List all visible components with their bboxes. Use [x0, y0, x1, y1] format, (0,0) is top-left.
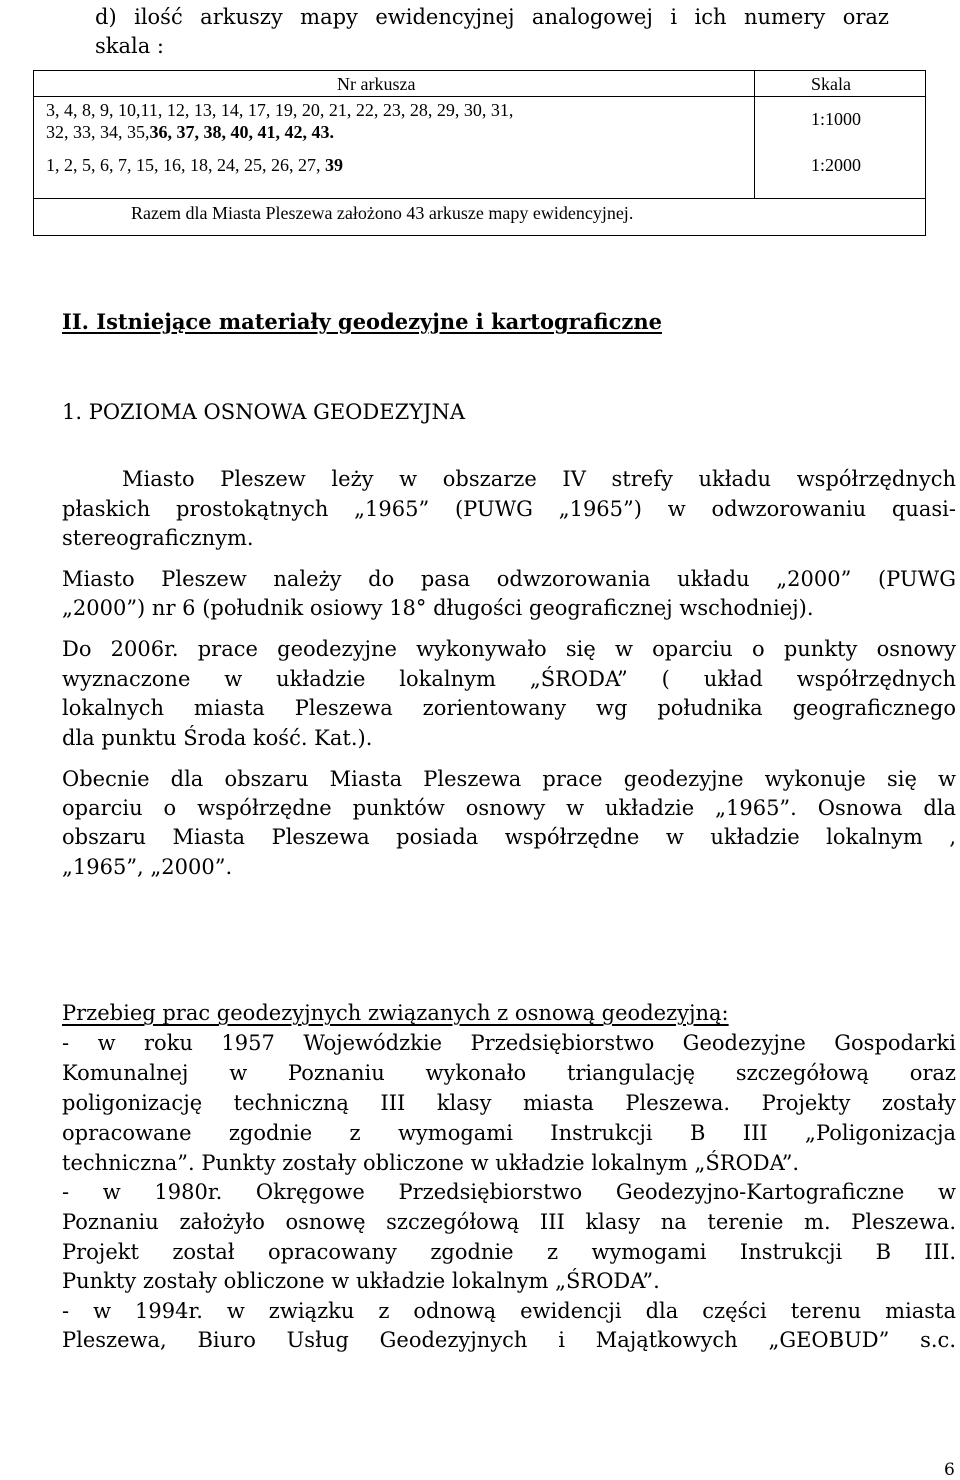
history-line-7: Poznaniu założyło osnowę szczegółową III klasy na terenie m. Pleszewa. — [62, 1210, 956, 1234]
row2-sheets: 1, 2, 5, 6, 7, 15, 16, 18, 24, 25, 26, 27, 39 — [46, 155, 343, 175]
sheet-table — [33, 70, 926, 236]
intro-line-1: d) ilość arkuszy mapy ewidencyjnej analogowej i ich numery oraz — [95, 5, 889, 29]
history-line-3: poligonizację techniczną III klasy miasta Pleszewa. Projekty zostały — [62, 1091, 956, 1115]
table-footer: Razem dla Miasta Pleszewa założono 43 arkusze mapy ewidencyjnej. — [131, 203, 634, 223]
section-heading-ii: II. Istniejące materiały geodezyjne i kartograficzne — [62, 309, 662, 334]
history-heading: Przebieg prac geodezyjnych związanych z osnową geodezyjną: — [62, 1001, 729, 1025]
row2-scale: 1:2000 — [811, 155, 862, 175]
para3-line2: wyznaczone w układzie lokalnym „ŚRODA” ( układ współrzędnych — [62, 667, 956, 691]
header-skala: Skala — [811, 74, 851, 94]
history-line-6: - w 1980r. Okręgowe Przedsiębiorstwo Geodezyjno-Kartograficzne w — [62, 1180, 956, 1204]
para4-line1: Obecnie dla obszaru Miasta Pleszewa prace geodezyjne wykonuje się w — [62, 767, 956, 791]
para1-line2: płaskich prostokątnych „1965” (PUWG „1965”) w odwzorowaniu quasi- — [62, 497, 956, 521]
para4-line2: oparciu o współrzędne punktów osnowy w układzie „1965”. Osnowa dla — [62, 796, 956, 820]
para1-line3: stereograficznym. — [62, 526, 254, 550]
row1-scale: 1:1000 — [811, 109, 862, 129]
para2-line1: Miasto Pleszew należy do pasa odwzorowania układu „2000” (PUWG — [62, 567, 956, 591]
para2-line2: „2000”) nr 6 (południk osiowy 18° długości geograficznej wschodniej). — [62, 596, 814, 620]
row1-line1: 3, 4, 8, 9, 10,11, 12, 13, 14, 17, 19, 20, 21, 22, 23, 28, 29, 30, 31, — [46, 100, 514, 120]
history-line-10: - w 1994r. w związku z odnową ewidencji dla części terenu miasta — [62, 1299, 956, 1323]
history-line-4: opracowane zgodnie z wymogami Instrukcji B III „Poligonizacja — [62, 1121, 956, 1145]
para3-line3: lokalnych miasta Pleszewa zorientowany wg południka geograficznego — [62, 696, 956, 720]
para3-line1: Do 2006r. prace geodezyjne wykonywało się w oparciu o punkty osnowy — [62, 637, 956, 661]
history-line-1: - w roku 1957 Wojewódzkie Przedsiębiorstwo Geodezyjne Gospodarki — [62, 1031, 956, 1055]
row1-line2: 32, 33, 34, 35,36, 37, 38, 40, 41, 42, 43. — [46, 122, 334, 142]
history-line-8: Projekt został opracowany zgodnie z wymogami Instrukcji B III. — [62, 1240, 956, 1264]
header-nr-arkusza: Nr arkusza — [337, 74, 416, 94]
intro-line-2: skala : — [95, 34, 165, 58]
page-number: 6 — [944, 1460, 955, 1480]
para1-line1: Miasto Pleszew leży w obszarze IV strefy układu współrzędnych — [122, 467, 956, 491]
history-line-2: Komunalnej w Poznaniu wykonało triangulację szczegółową oraz — [62, 1061, 956, 1085]
history-line-5: techniczna”. Punkty zostały obliczone w układzie lokalnym „ŚRODA”. — [62, 1151, 800, 1175]
para4-line3: obszaru Miasta Pleszewa posiada współrzędne w układzie lokalnym , — [62, 825, 956, 849]
history-line-11: Pleszewa, Biuro Usług Geodezyjnych i Majątkowych „GEOBUD” s.c. — [62, 1328, 956, 1352]
history-line-9: Punkty zostały obliczone w układzie lokalnym „ŚRODA”. — [62, 1269, 660, 1293]
section-title-osnowa: 1. POZIOMA OSNOWA GEODEZYJNA — [62, 400, 465, 424]
para3-line4: dla punktu Środa kość. Kat.). — [62, 726, 373, 750]
para4-line4: „1965”, „2000”. — [62, 855, 233, 879]
